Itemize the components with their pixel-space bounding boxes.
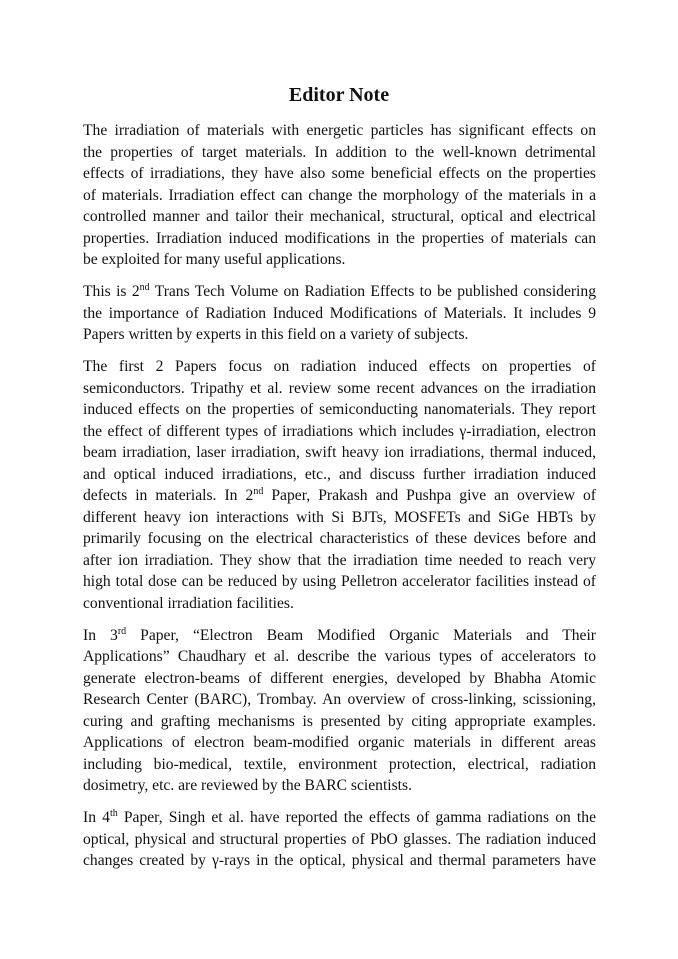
paragraph bbox=[83, 120, 596, 271]
text-segment: properties. Irradiation induced modifications in the properties of materials can bbox=[83, 229, 596, 247]
text-line bbox=[83, 646, 596, 668]
paragraph bbox=[83, 281, 596, 346]
text-segment: the properties of target materials. In addition to the well-known detrimental bbox=[83, 143, 596, 161]
text-line bbox=[83, 378, 596, 400]
text-line bbox=[83, 711, 596, 733]
text-line bbox=[83, 550, 596, 572]
text-line bbox=[83, 228, 596, 250]
text-line bbox=[83, 485, 596, 507]
text-line bbox=[83, 571, 596, 593]
text-line bbox=[83, 399, 596, 421]
text-segment: Paper, Singh et al. have reported the effects of gamma radiations on the bbox=[117, 809, 596, 826]
text-line bbox=[83, 689, 596, 711]
text-line bbox=[83, 206, 596, 228]
text-segment: high total dose can be reduced by using Pelletron accelerator facilities instead of bbox=[83, 573, 596, 590]
text-line bbox=[83, 775, 596, 797]
text-segment: In 4 bbox=[83, 809, 110, 826]
text-line bbox=[83, 356, 596, 378]
text-line bbox=[83, 142, 596, 164]
document-body bbox=[83, 120, 596, 882]
text-line bbox=[83, 528, 596, 550]
text-line bbox=[83, 303, 596, 325]
paragraph bbox=[83, 356, 596, 614]
text-line bbox=[83, 625, 596, 647]
text-segment: effects of irradiations, they have also some beneficial effects on the properties bbox=[83, 165, 596, 182]
text-line bbox=[83, 507, 596, 529]
text-segment: generate electron-beams of different energies, developed by Bhabha Atomic bbox=[83, 669, 596, 687]
text-segment: beam irradiation, laser irradiation, swift heavy ion irradiations, thermal induced, bbox=[83, 444, 596, 461]
paragraph bbox=[83, 625, 596, 797]
text-segment: defects in materials. In 2 bbox=[83, 487, 254, 504]
text-segment: of materials. Irradiation effect can change the morphology of the materials in a bbox=[83, 186, 596, 204]
text-segment: dosimetry, etc. are reviewed by the BARC scientists. bbox=[83, 777, 412, 794]
text-segment: and optical induced irradiations, etc., and discuss further irradiation induced bbox=[83, 465, 596, 483]
page-title: Editor Note bbox=[288, 84, 390, 106]
superscript: nd bbox=[253, 486, 264, 497]
text-segment: Applications of electron beam-modified organic materials in different areas bbox=[83, 734, 596, 751]
text-line bbox=[83, 120, 596, 142]
text-segment: after ion irradiation. They show that the irradiation time needed to reach very bbox=[83, 551, 596, 569]
text-line bbox=[83, 421, 596, 443]
text-segment: Trans Tech Volume on Radiation Effects to be published considering bbox=[149, 283, 596, 300]
text-segment: controlled manner and tailor their mechanical, structural, optical and electrical bbox=[83, 208, 596, 225]
text-line bbox=[83, 754, 596, 776]
text-segment: different heavy ion interactions with Si BJTs, MOSFETs and SiGe HBTs by bbox=[83, 508, 596, 526]
superscript: rd bbox=[117, 625, 127, 637]
text-segment: changes created by γ-rays in the optical, physical and thermal parameters have bbox=[83, 852, 596, 869]
text-segment: optical, physical and structural properties of PbO glasses. The radiation induced bbox=[83, 830, 596, 848]
paragraph bbox=[83, 807, 596, 872]
superscript: nd bbox=[139, 282, 150, 293]
text-line bbox=[83, 185, 596, 207]
text-segment: semiconductors. Tripathy et al. review some recent advances on the irradiation bbox=[83, 379, 596, 397]
text-line bbox=[83, 163, 596, 185]
text-line bbox=[83, 668, 596, 690]
text-segment: Applications” Chaudhary et al. describe the various types of accelerators to bbox=[83, 648, 596, 665]
text-segment: conventional irradiation facilities. bbox=[83, 594, 294, 612]
text-line bbox=[83, 442, 596, 464]
text-line bbox=[83, 249, 596, 271]
text-segment: be exploited for many useful applications. bbox=[83, 251, 346, 268]
text-line bbox=[83, 732, 596, 754]
text-segment: In 3 bbox=[83, 626, 118, 644]
text-line bbox=[83, 829, 596, 851]
text-segment: Paper, “Electron Beam Modified Organic Materials and Their bbox=[126, 626, 597, 644]
text-segment: induced effects on the properties of semiconducting nanomaterials. They report bbox=[83, 401, 596, 418]
text-segment: This is 2 bbox=[83, 283, 140, 300]
text-line bbox=[83, 464, 596, 486]
text-line bbox=[83, 807, 596, 829]
text-segment: Papers written by experts in this field on a variety of subjects. bbox=[83, 326, 469, 343]
text-segment: Research Center (BARC), Trombay. An overview of cross-linking, scissioning, bbox=[83, 691, 596, 708]
text-segment: the effect of different types of irradiations which includes γ-irradiation, electron bbox=[83, 422, 596, 440]
text-segment: The irradiation of materials with energetic particles has significant effects on bbox=[83, 122, 596, 139]
text-segment: curing and grafting mechanisms is presented by citing appropriate examples. bbox=[83, 712, 596, 730]
text-line bbox=[83, 593, 596, 615]
text-segment: primarily focusing on the electrical characteristics of these devices before and bbox=[83, 530, 596, 547]
text-line bbox=[83, 850, 596, 872]
text-line bbox=[83, 281, 596, 303]
superscript: th bbox=[109, 808, 118, 819]
text-line bbox=[83, 324, 596, 346]
text-segment: The first 2 Papers focus on radiation induced effects on properties of bbox=[83, 358, 596, 375]
text-segment: Paper, Prakash and Pushpa give an overview of bbox=[263, 487, 597, 504]
text-segment: the importance of Radiation Induced Modifications of Materials. It includes 9 bbox=[83, 304, 596, 322]
text-segment: including bio-medical, textile, environment protection, electrical, radiation bbox=[83, 755, 596, 773]
